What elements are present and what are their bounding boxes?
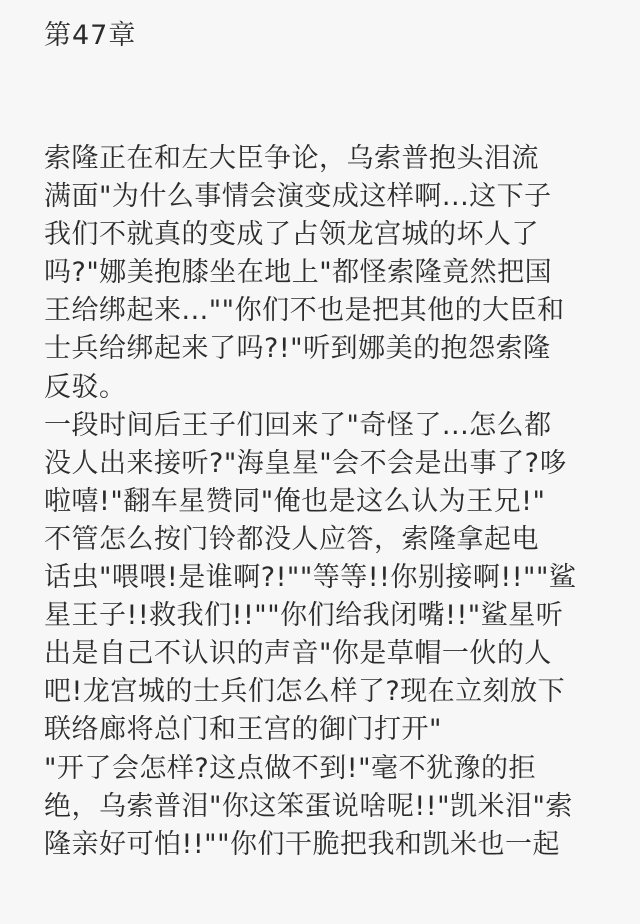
text-line: 反驳。	[44, 371, 127, 403]
text-line: 吗?"娜美抱膝坐在地上"都怪索隆竟然把国	[44, 257, 553, 289]
text-line: 隆亲好可怕!!""你们干脆把我和凯米也一起	[44, 828, 560, 860]
text-line: 吧!龙宫城的士兵们怎么样了?现在立刻放下	[44, 676, 566, 708]
chapter-body	[44, 140, 624, 864]
text-line: 一段时间后王子们回来了"奇怪了...怎么都	[44, 409, 552, 441]
text-line: 我们不就真的变成了占领龙宫城的坏人了	[44, 219, 539, 251]
text-line: 出是自己不认识的声音"你是草帽一伙的人	[44, 638, 552, 670]
text-line: 星王子!!救我们!!""你们给我闭嘴!!"鲨星听	[44, 600, 564, 632]
chapter-title: 第47章	[44, 20, 137, 51]
text-line: 啦嘻!"翻车星赞同"俺也是这么认为王兄!"	[44, 485, 546, 517]
text-line: 没人出来接听?"海皇星"会不会是出事了?哆	[44, 447, 567, 479]
text-line: 王给绑起来...""你们不也是把其他的大臣和	[44, 295, 565, 327]
text-line: 索隆正在和左大臣争论，乌索普抱头泪流	[44, 143, 539, 174]
text-line: 绝，乌索普泪"你这笨蛋说啥呢!!"凯米泪"索	[44, 790, 573, 822]
text-line: 不管怎么按门铃都没人应答，索隆拿起电	[44, 523, 539, 555]
text-line: 联络廊将总门和王宫的御门打开"	[44, 714, 442, 746]
text-line: 士兵给绑起来了吗?!"听到娜美的抱怨索隆	[44, 333, 551, 365]
text-line: "开了会怎样?这点做不到!"毫不犹豫的拒	[44, 752, 536, 784]
text-line: 满面"为什么事情会演变成这样啊...这下子	[44, 181, 552, 213]
text-line: 话虫"喂喂!是谁啊?!""等等!!你别接啊!!""鲨	[44, 562, 577, 594]
